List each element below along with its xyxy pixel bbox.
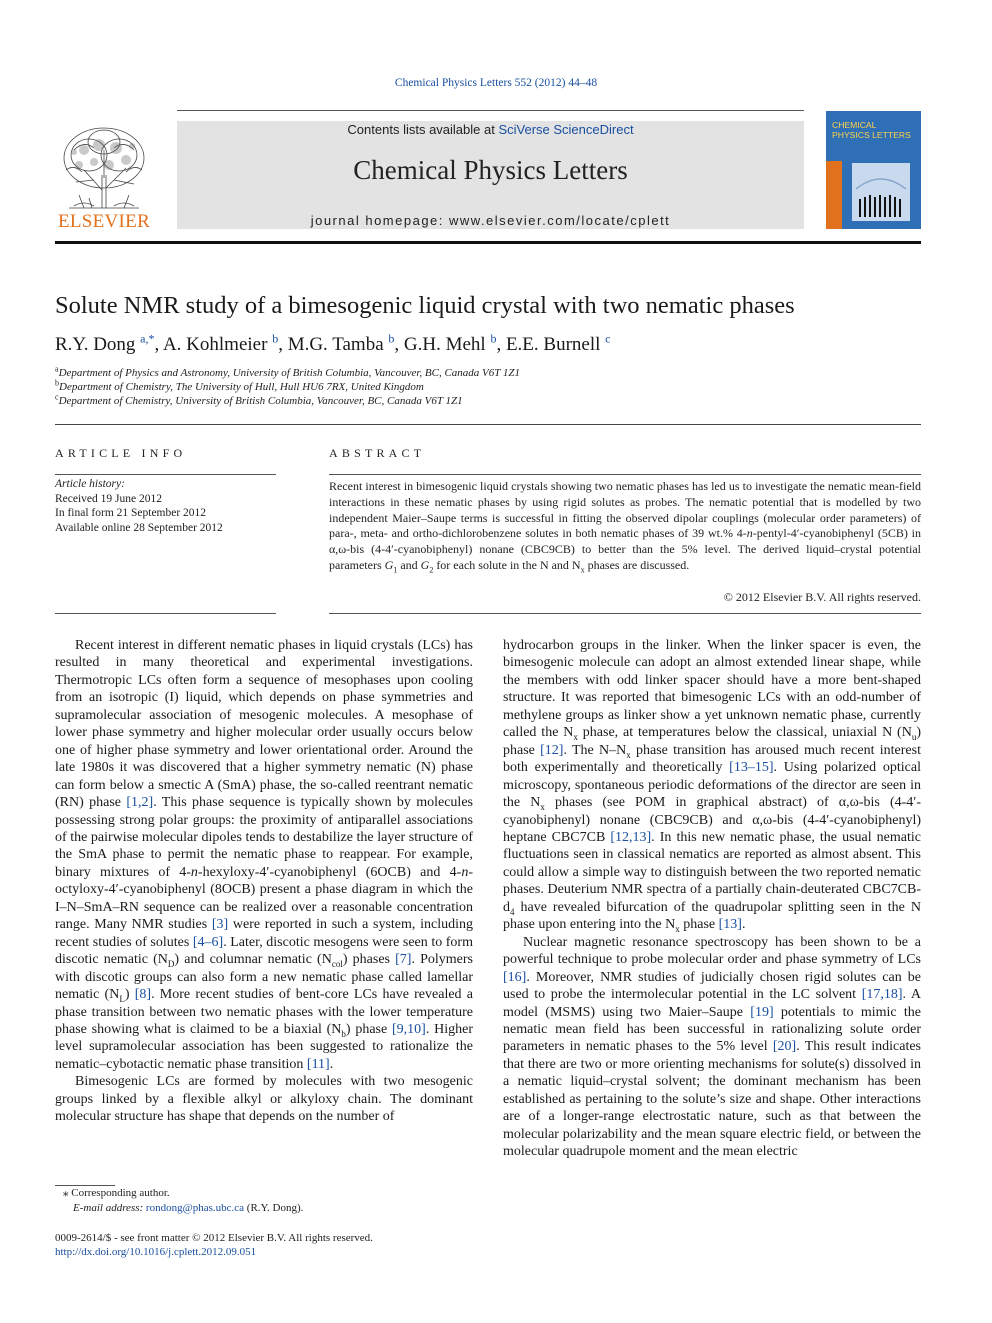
text-run: ) phases [342, 952, 396, 968]
abstract-italic-n: n [746, 526, 753, 541]
article-info-heading: ARTICLE INFO [55, 446, 187, 460]
issn-line: 0009-2614/$ - see front matter © 2012 Elsevier B.V. All rights reserved. [55, 1232, 373, 1244]
body-paragraph [55, 637, 473, 1073]
subscript: L [119, 993, 125, 1004]
affiliation-text: Department of Physics and Astronomy, University of British Columbia, Vancouver, BC, Canada V6T 1Z1 [58, 367, 521, 379]
corresponding-author-footnote [55, 1186, 475, 1215]
contents-prefix: Contents lists available at [347, 122, 499, 137]
text-run: phase transition has aroused much recent interest both experimentally and theoretically [503, 742, 921, 776]
author-affiliation-mark[interactable]: b [490, 331, 497, 346]
subscript: x [540, 801, 545, 812]
elsevier-logo-text: ELSEVIER [57, 211, 151, 232]
text-run: . Later, discotic mesogens were seen to form discotic nematic (N [55, 934, 473, 968]
citation-link[interactable]: [11] [306, 1056, 330, 1072]
email-label: E-mail address: [73, 1201, 146, 1214]
text-run: . A model (MSMS) using two Maier–Saupe [503, 987, 921, 1020]
parameter-g: G [420, 557, 430, 572]
citation-link[interactable]: [7] [395, 952, 412, 968]
text-run: -octyloxy-4′-cyanobiphenyl (8OCB) present a phase diagram in which the I–N–SmA–RN sequence can be realized over a reasonable concentration range. Many NMR studies [55, 864, 473, 933]
affiliation [55, 378, 935, 393]
author-list: R.Y. Dong $^{a,*}$, A. Kohlmeier $^b$, M.G. Tamba $^b$, G.H. Mehl $^b$, E.E. Burnell $^c$ [55, 331, 611, 355]
text-run: . Polymers with discotic groups can also form a new nematic phase called lamellar nematic (N [55, 952, 473, 1003]
subscript: x [626, 749, 631, 760]
body-column-left [55, 637, 473, 1126]
affiliation [55, 392, 935, 407]
body-paragraph [503, 637, 921, 934]
subscript: x [580, 565, 585, 575]
journal-cover-image [826, 111, 921, 229]
text-run: . More recent studies of bent-core LCs have revealed a phase transition between two nematic phases with the lower temperature phase showing what is claimed to be a biaxial (N [55, 987, 473, 1037]
journal-title: Chemical Physics Letters [353, 155, 628, 185]
header-rule-top [177, 110, 804, 111]
text-run: hydrocarbon groups in the linker. When the linker spacer is even, the bimesogenic molecule can adopt an almost extended linear shape, while the members with odd linker spacer should have a more bent-shaped structure. It was reported that bimesogenic LCs with an odd-number of methylene groups as linker show a yet unknown nematic phase, currently called the N [503, 638, 921, 741]
citation-link[interactable]: [12,13] [610, 829, 652, 845]
subscript: D [167, 958, 175, 969]
abstract-segment: and [397, 557, 421, 572]
email-link[interactable]: rondong@phas.ubc.ca [145, 1201, 245, 1214]
article-history [55, 477, 276, 536]
subscript: 1 [393, 565, 398, 575]
body-paragraph: Bimesogenic LCs are formed by molecules with two mesogenic groups linked by a flexible alkyl or alkyloxy chain. The dominant molecular structure has shape that depends on the number of [55, 1074, 473, 1125]
text-run: Nuclear magnetic resonance spectroscopy has been shown to be a powerful technique to probe molecular order and phase symmetry of LCs [503, 934, 921, 968]
subscript: x [573, 732, 578, 743]
abstract-segment: phases are discussed. [584, 557, 690, 572]
received-date: Received 19 June 2012 [55, 492, 162, 505]
affiliation-rule [55, 424, 921, 425]
abstract-text [329, 479, 921, 574]
abstract-segment: for each solute in the N and N [433, 557, 581, 572]
email-suffix: (R.Y. Dong). [244, 1201, 304, 1214]
text-run: phase [679, 917, 719, 933]
author-name: M.G. Tamba [287, 334, 384, 355]
italic-n: n [461, 864, 469, 880]
text-run: ) and columnar nematic (N [174, 952, 332, 968]
text-run: Recent interest in different nematic phases in liquid crystals (LCs) has resulted in many theoretical and experimental investigations. Thermotropic LCs often form a sequence of mesophases upon cooling from an isotropic (I) liquid, which depends on phase symmetries and supramolecular association of mesogenic molecules. A mesophase of lower phase symmetry and higher molecular order usually occurs below one of higher phase symmetry and lower orientational order. Around the late 1980s it was discovered that a higher symmetry nematic (N) phase can form below a smectic A (SmA) phase, the so-called reentrant nematic (RN) phase [55, 638, 473, 811]
citation-link[interactable]: [12] [540, 742, 564, 758]
author-affiliation-mark[interactable]: c [605, 331, 611, 346]
text-run: phases (see POM in graphical abstract) of α,ω-bis (4-4′-cyanobiphenyl) nonane (CBC9CB) and α,ω-bis (4-4′-cyanobiphenyl) heptane CBC7CB [503, 795, 921, 845]
citation-link[interactable]: [13–15] [729, 760, 774, 776]
subscript: x [675, 924, 680, 935]
citation-link[interactable]: [8] [134, 987, 152, 1003]
author-name: G.H. Mehl [403, 334, 486, 355]
affiliation-mark: a [55, 364, 59, 374]
text-run: . Higher level supramolecular association has been suggested to rationalize the nematic–cybotactic nematic phase transition [55, 1021, 473, 1072]
abstract-rule [329, 613, 921, 614]
header-rule-bottom [55, 241, 921, 244]
citation-link[interactable]: [19] [750, 1004, 774, 1020]
citation-link[interactable]: [20] [772, 1039, 797, 1055]
subscript: 4 [510, 906, 515, 917]
subscript: b [341, 1028, 346, 1039]
citation-link[interactable]: [17,18] [861, 987, 903, 1003]
article-info-rule [55, 613, 276, 614]
body-paragraph [503, 934, 921, 1161]
journal-citation[interactable]: Chemical Physics Letters 552 (2012) 44–48 [394, 77, 598, 89]
final-form-date: In final form 21 September 2012 [55, 507, 207, 520]
text-run: . Using polarized optical microscopy, spontaneous periodic deformations of the director are seen in the N [503, 760, 921, 811]
abstract-copyright: © 2012 Elsevier B.V. All rights reserved. [723, 590, 921, 604]
affiliation-text: Department of Chemistry, University of British Columbia, Vancouver, BC, Canada V6T 1Z1 [58, 395, 463, 407]
affiliation-mark: b [55, 378, 59, 388]
article-info-rule [55, 474, 276, 475]
citation-link[interactable]: [13] [718, 917, 742, 933]
cover-title: CHEMICAL PHYSICS LETTERS [832, 120, 911, 140]
affiliation-mark: c [55, 392, 59, 402]
text-run: . This phase sequence is typically shown by molecules possessing strong polar groups: the proximity of antiparallel associations of the pairwise molecular dipoles tends to destabilize the layer structure of the SmA phase to permit the nematic phase to reappear. For example, binary mixtures of 4- [55, 795, 473, 880]
contents-availability [177, 122, 804, 137]
text-run: . Moreover, NMR studies of judicially chosen rigid solutes can be used to probe the intermolecular potential in the LC solvent [503, 969, 921, 1003]
text-run: potentials to mimic the nematic mean field has been successful in rationalizing solute order parameters in nematic phases to the 5% level [503, 1004, 922, 1055]
author-affiliation-mark[interactable]: b [388, 331, 395, 346]
journal-homepage[interactable]: journal homepage: www.elsevier.com/locate/cplett [310, 213, 671, 228]
citation-link[interactable]: [1,2] [126, 795, 154, 811]
text-run: . This result indicates that there are two or more orienting mechanisms for solute(s) dissolved in a nematic liquid–crystal solvent; the dominant mechanism has been established as pertaining to the solute’s size and shape. Other interactions are of a longer-range electrostatic nature, such as that between the molecular polarizability and the mean square electric field, or between the molecular quadrupole moment and the mean electric [503, 1039, 922, 1160]
text-run: ) phase [345, 1021, 393, 1037]
abstract-heading: ABSTRACT [329, 446, 426, 460]
citation-link[interactable]: [9,10] [392, 1021, 426, 1037]
citation-link[interactable]: [4–6] [192, 934, 224, 950]
subscript: 2 [429, 565, 434, 575]
citation-link[interactable]: [3] [211, 917, 229, 933]
text-run: ) [124, 987, 135, 1003]
article-title: Solute NMR study of a bimesogenic liquid crystal with two nematic phases [55, 292, 795, 319]
sciencedirect-link[interactable]: SciVerse ScienceDirect [498, 122, 634, 137]
author-affiliation-mark[interactable]: b [272, 331, 279, 346]
cover-stripe [826, 161, 842, 229]
front-matter-info [55, 1231, 655, 1259]
text-run: phase, at temperatures below the classical, uniaxial N (N [577, 725, 912, 741]
italic-n: n [190, 864, 198, 880]
text-run: -hexyloxy-4′-cyanobiphenyl (6OCB) and 4- [197, 864, 462, 880]
subscript: u [911, 732, 917, 743]
affiliation [55, 364, 935, 379]
abstract-segment: Recent interest in bimesogenic liquid crystals showing two nematic phases has led us to investigate the nematic mean-field interactions in these nematic phases by using rigid solutes as probes. The nematic potential that is modelled by two independent Maier–Saupe terms is successful in fitting the observed dipolar couplings (molecular order parameters) of para-, meta- and ortho-dichlorobenzene solutes in both nematic phases of 39 wt.% 4- [329, 479, 921, 541]
text-run: . The N–N [563, 742, 627, 758]
online-date: Available online 28 September 2012 [55, 522, 223, 535]
email-line [55, 1201, 475, 1216]
text-run: . In this new nematic phase, the usual nematic fluctuations seen in classical nematics are reported as almost absent. This could allow a simple way to distinguish between the two reported nematic phases. Deuterium NMR spectra of a partially chain-deuterated CBC7CB-d [503, 829, 921, 915]
body-column-right [503, 637, 921, 1161]
text-run: . [741, 917, 746, 933]
author-name: A. Kohlmeier [162, 334, 268, 355]
text-run: ) phase [503, 725, 921, 758]
parameter-g: G [384, 557, 394, 572]
author-affiliation-mark[interactable]: a,* [140, 331, 155, 346]
history-label: Article history: [55, 478, 125, 490]
affiliation-text: Department of Chemistry, The University of Hull, Hull HU6 7RX, United Kingdom [59, 381, 424, 393]
abstract-rule [329, 474, 921, 475]
author-name: E.E. Burnell [505, 334, 601, 355]
subscript: col [331, 958, 343, 969]
cover-graphic-icon [846, 159, 916, 229]
corresponding-label: ⁎ Corresponding author. [63, 1187, 170, 1199]
text-run: . [329, 1056, 334, 1072]
abstract-segment: -pentyl-4′-cyanobiphenyl (5CB) in α,ω-bis (4-4′-cyanobiphenyl) nonane (CBC9CB) to better than the 5% level. The derived liquid–crystal potential parameters [329, 526, 922, 572]
text-run: have revealed bifurcation of the quadrupolar splitting seen in the N phase upon entering into the N [503, 899, 921, 933]
doi-link[interactable]: http://dx.doi.org/10.1016/j.cplett.2012.09.051 [55, 1246, 257, 1259]
author-name: R.Y. Dong [55, 334, 136, 355]
text-run: were reported in such a system, including recent studies of solutes [55, 917, 473, 950]
citation-link[interactable]: [16] [503, 969, 527, 985]
